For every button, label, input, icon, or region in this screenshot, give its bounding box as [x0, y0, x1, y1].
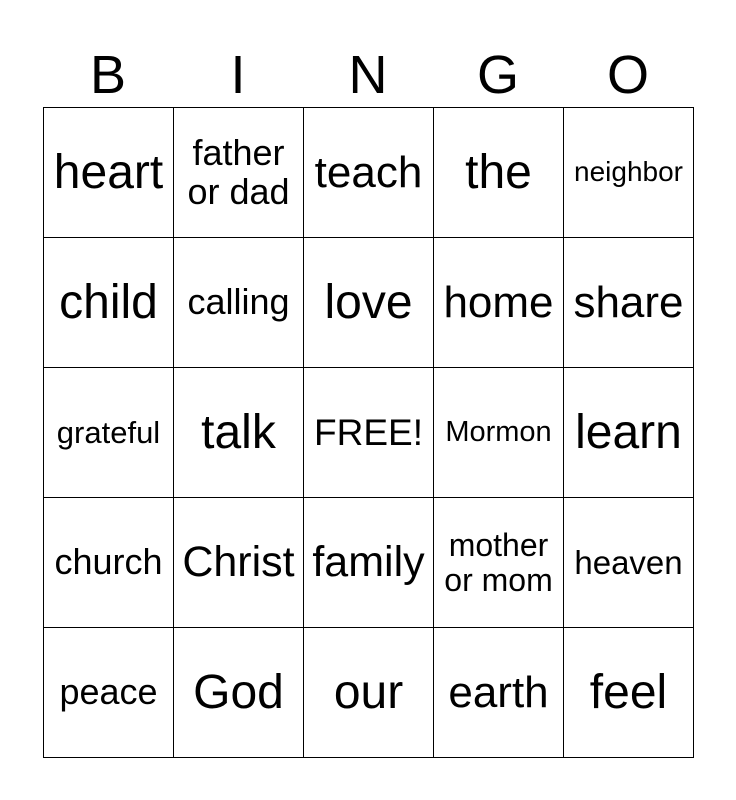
bingo-cell: our [304, 628, 434, 758]
bingo-card-grid [43, 107, 694, 758]
bingo-cell: love [304, 238, 434, 368]
bingo-cell: mother or mom [434, 498, 564, 628]
bingo-cell: the [434, 108, 564, 238]
bingo-cell: family [304, 498, 434, 628]
bingo-cell: home [434, 238, 564, 368]
bingo-cell: Christ [174, 498, 304, 628]
bingo-cell: learn [564, 368, 694, 498]
bingo-cell: Mormon [434, 368, 564, 498]
bingo-cell: earth [434, 628, 564, 758]
header-letter-g: G [476, 45, 519, 105]
bingo-cell: feel [564, 628, 694, 758]
header-letter-o: O [606, 45, 649, 105]
bingo-cell: FREE! [304, 368, 434, 498]
bingo-cell: peace [44, 628, 174, 758]
header-letter-i: I [230, 45, 246, 105]
bingo-header [43, 42, 693, 108]
bingo-cell: heart [44, 108, 174, 238]
bingo-cell: grateful [44, 368, 174, 498]
bingo-cell: church [44, 498, 174, 628]
bingo-cell: heaven [564, 498, 694, 628]
bingo-cell: share [564, 238, 694, 368]
bingo-cell: neighbor [564, 108, 694, 238]
bingo-cell: child [44, 238, 174, 368]
bingo-cell: father or dad [174, 108, 304, 238]
bingo-cell: God [174, 628, 304, 758]
bingo-cell: teach [304, 108, 434, 238]
bingo-cell: talk [174, 368, 304, 498]
header-letter-b: B [89, 45, 127, 105]
bingo-cell: calling [174, 238, 304, 368]
header-letter-n: N [348, 45, 388, 105]
